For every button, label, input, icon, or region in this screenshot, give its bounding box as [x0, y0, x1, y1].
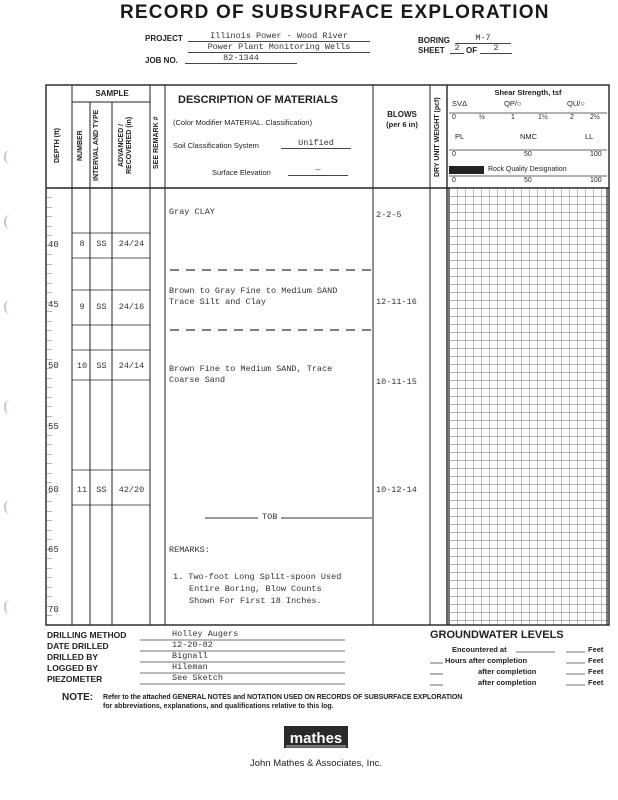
drilled-by-value: Bignall — [172, 651, 208, 661]
sample-type: SS — [96, 239, 107, 249]
pl-label: PL — [455, 132, 465, 141]
note-label: NOTE: — [62, 692, 94, 703]
shear-tick: 2½ — [590, 114, 600, 121]
nmc-tick: 100 — [590, 151, 602, 158]
sample-number: 11 — [76, 485, 88, 495]
blow-count: 10-11-15 — [376, 377, 417, 387]
depth-mark: 60 — [48, 485, 59, 495]
interval-header: INTERVAL AND TYPE — [93, 109, 100, 182]
sample-number: 10 — [76, 361, 88, 371]
shear-strength-header: Shear Strength, tsf — [494, 88, 562, 97]
sheet-number: 2 — [450, 43, 464, 54]
shear-tick: ½ — [479, 114, 485, 121]
ll-label: LL — [585, 132, 594, 141]
nmc-tick: 50 — [524, 151, 532, 158]
gw-feet: Feet — [588, 667, 604, 676]
blows-header: BLOWS — [387, 110, 417, 119]
date-drilled-value: 12-20-82 — [172, 640, 213, 650]
blow-count: 10-12-14 — [376, 485, 417, 495]
advanced-header: ADVANCED / RECOVERED (in) — [118, 116, 133, 174]
description-line: Brown to Gray Fine to Medium SAND — [169, 286, 338, 296]
depth-header: DEPTH (ft) — [54, 128, 61, 163]
rqd-label: Rock Quality Designation — [488, 166, 567, 173]
description-subheader: (Color Modifier MATERIAL. Classification) — [173, 118, 313, 127]
sample-adv-rec: 42/20 — [118, 485, 145, 495]
see-remark-header: SEE REMARK # — [153, 116, 160, 169]
rqd-tick: 50 — [524, 177, 532, 184]
blow-count: 12-11-16 — [376, 297, 417, 307]
nmc-label: NMC — [520, 132, 538, 141]
note-line: Refer to the attached GENERAL NOTES and NOTATION USED ON RECORDS OF SUBSURFACE EXPLORATION — [103, 694, 463, 701]
job-number: 82-1344 — [185, 53, 297, 64]
gw-encountered-label: Encountered at — [452, 645, 507, 654]
soil-system-value: Unified — [281, 138, 351, 149]
sheet-of-label: OF — [466, 46, 478, 55]
surface-elevation-value: — — [288, 165, 348, 176]
qu-label: QU/○ — [567, 99, 585, 108]
date-drilled-label: DATE DRILLED — [47, 641, 109, 651]
drilling-method-label: DRILLING METHOD — [47, 630, 127, 640]
document-title: RECORD OF SUBSURFACE EXPLORATION — [120, 2, 550, 23]
sample-type: SS — [96, 485, 107, 495]
job-label: JOB NO. — [145, 56, 178, 65]
nmc-tick: 0 — [452, 151, 456, 158]
gw-after-label: after completion — [478, 678, 537, 687]
remark-line: 1. Two-foot Long Split-spoon Used — [173, 572, 342, 582]
qp-label: QP/○ — [504, 99, 522, 108]
note-line: for abbreviations, explanations, and qualifications relative to this log. — [103, 703, 334, 710]
shear-tick: 2 — [570, 114, 574, 121]
description-line: Gray CLAY — [169, 207, 215, 217]
blows-subheader: (per 6 in) — [386, 120, 418, 129]
gw-feet: Feet — [588, 645, 604, 654]
description-line: Trace Silt and Clay — [169, 297, 266, 307]
company-name: John Mathes & Associates, Inc. — [249, 758, 382, 769]
depth-mark: 50 — [48, 361, 59, 371]
sample-header: SAMPLE — [95, 89, 129, 98]
sample-type: SS — [96, 361, 107, 371]
sv-label: SVΔ — [452, 99, 468, 108]
depth-mark: 70 — [48, 605, 59, 615]
sample-number: 8 — [79, 239, 85, 249]
remark-line: Entire Boring, Blow Counts — [189, 584, 322, 594]
rqd-tick: 0 — [452, 177, 456, 184]
sheet-label: SHEET — [418, 46, 445, 55]
project-line1: Illinois Power - Wood River — [188, 31, 370, 42]
depth-mark: 55 — [48, 422, 59, 432]
blow-count: 2-2-5 — [376, 210, 402, 220]
rqd-tick: 100 — [590, 177, 602, 184]
remark-line: Shown For First 18 Inches. — [189, 596, 322, 606]
sample-number: 9 — [79, 302, 85, 312]
piezometer-value: See Sketch — [172, 673, 224, 683]
gw-feet: Feet — [588, 656, 604, 665]
remarks-label: REMARKS: — [169, 545, 210, 555]
description-line: Coarse Sand — [169, 375, 226, 385]
logo-text: mathes — [289, 730, 343, 747]
number-header: NUMBER — [77, 130, 84, 161]
shear-tick: 1 — [511, 114, 515, 121]
project-label: PROJECT — [145, 34, 183, 43]
drilled-by-label: DRILLED BY — [47, 652, 98, 662]
shear-tick: 0 — [452, 114, 456, 121]
sample-type: SS — [96, 302, 107, 312]
shear-tick: 1½ — [538, 114, 548, 121]
gw-feet: Feet — [588, 678, 604, 687]
sample-adv-rec: 24/14 — [118, 361, 145, 371]
logged-by-value: Hileman — [172, 662, 208, 672]
description-header: DESCRIPTION OF MATERIALS — [178, 94, 338, 106]
sample-adv-rec: 24/24 — [118, 239, 145, 249]
soil-system-label: Soil Classification System — [173, 141, 259, 150]
gw-after-label: after completion — [478, 667, 537, 676]
dry-unit-weight-header: DRY UNIT WEIGHT (pcf) — [434, 97, 441, 177]
piezometer-label: PIEZOMETER — [47, 674, 103, 684]
description-line: Brown Fine to Medium SAND, Trace — [169, 364, 333, 374]
depth-mark: 65 — [48, 545, 59, 555]
tob-label: TOB — [258, 512, 281, 522]
logged-by-label: LOGGED BY — [47, 663, 99, 673]
sheet-total: 2 — [480, 43, 512, 54]
project-line2: Power Plant Monitoring Wells — [188, 42, 370, 53]
depth-mark: 45 — [48, 300, 59, 310]
boring-label: BORING — [418, 36, 450, 45]
sample-adv-rec: 24/16 — [118, 302, 145, 312]
groundwater-title: GROUNDWATER LEVELS — [430, 629, 564, 641]
drilling-method-value: Holley Augers — [172, 629, 239, 639]
boring-number: M-7 — [455, 33, 511, 44]
depth-mark: 40 — [48, 240, 59, 250]
gw-hours-after-label: Hours after completion — [445, 656, 528, 665]
surface-elevation-label: Surface Elevation — [212, 168, 271, 177]
